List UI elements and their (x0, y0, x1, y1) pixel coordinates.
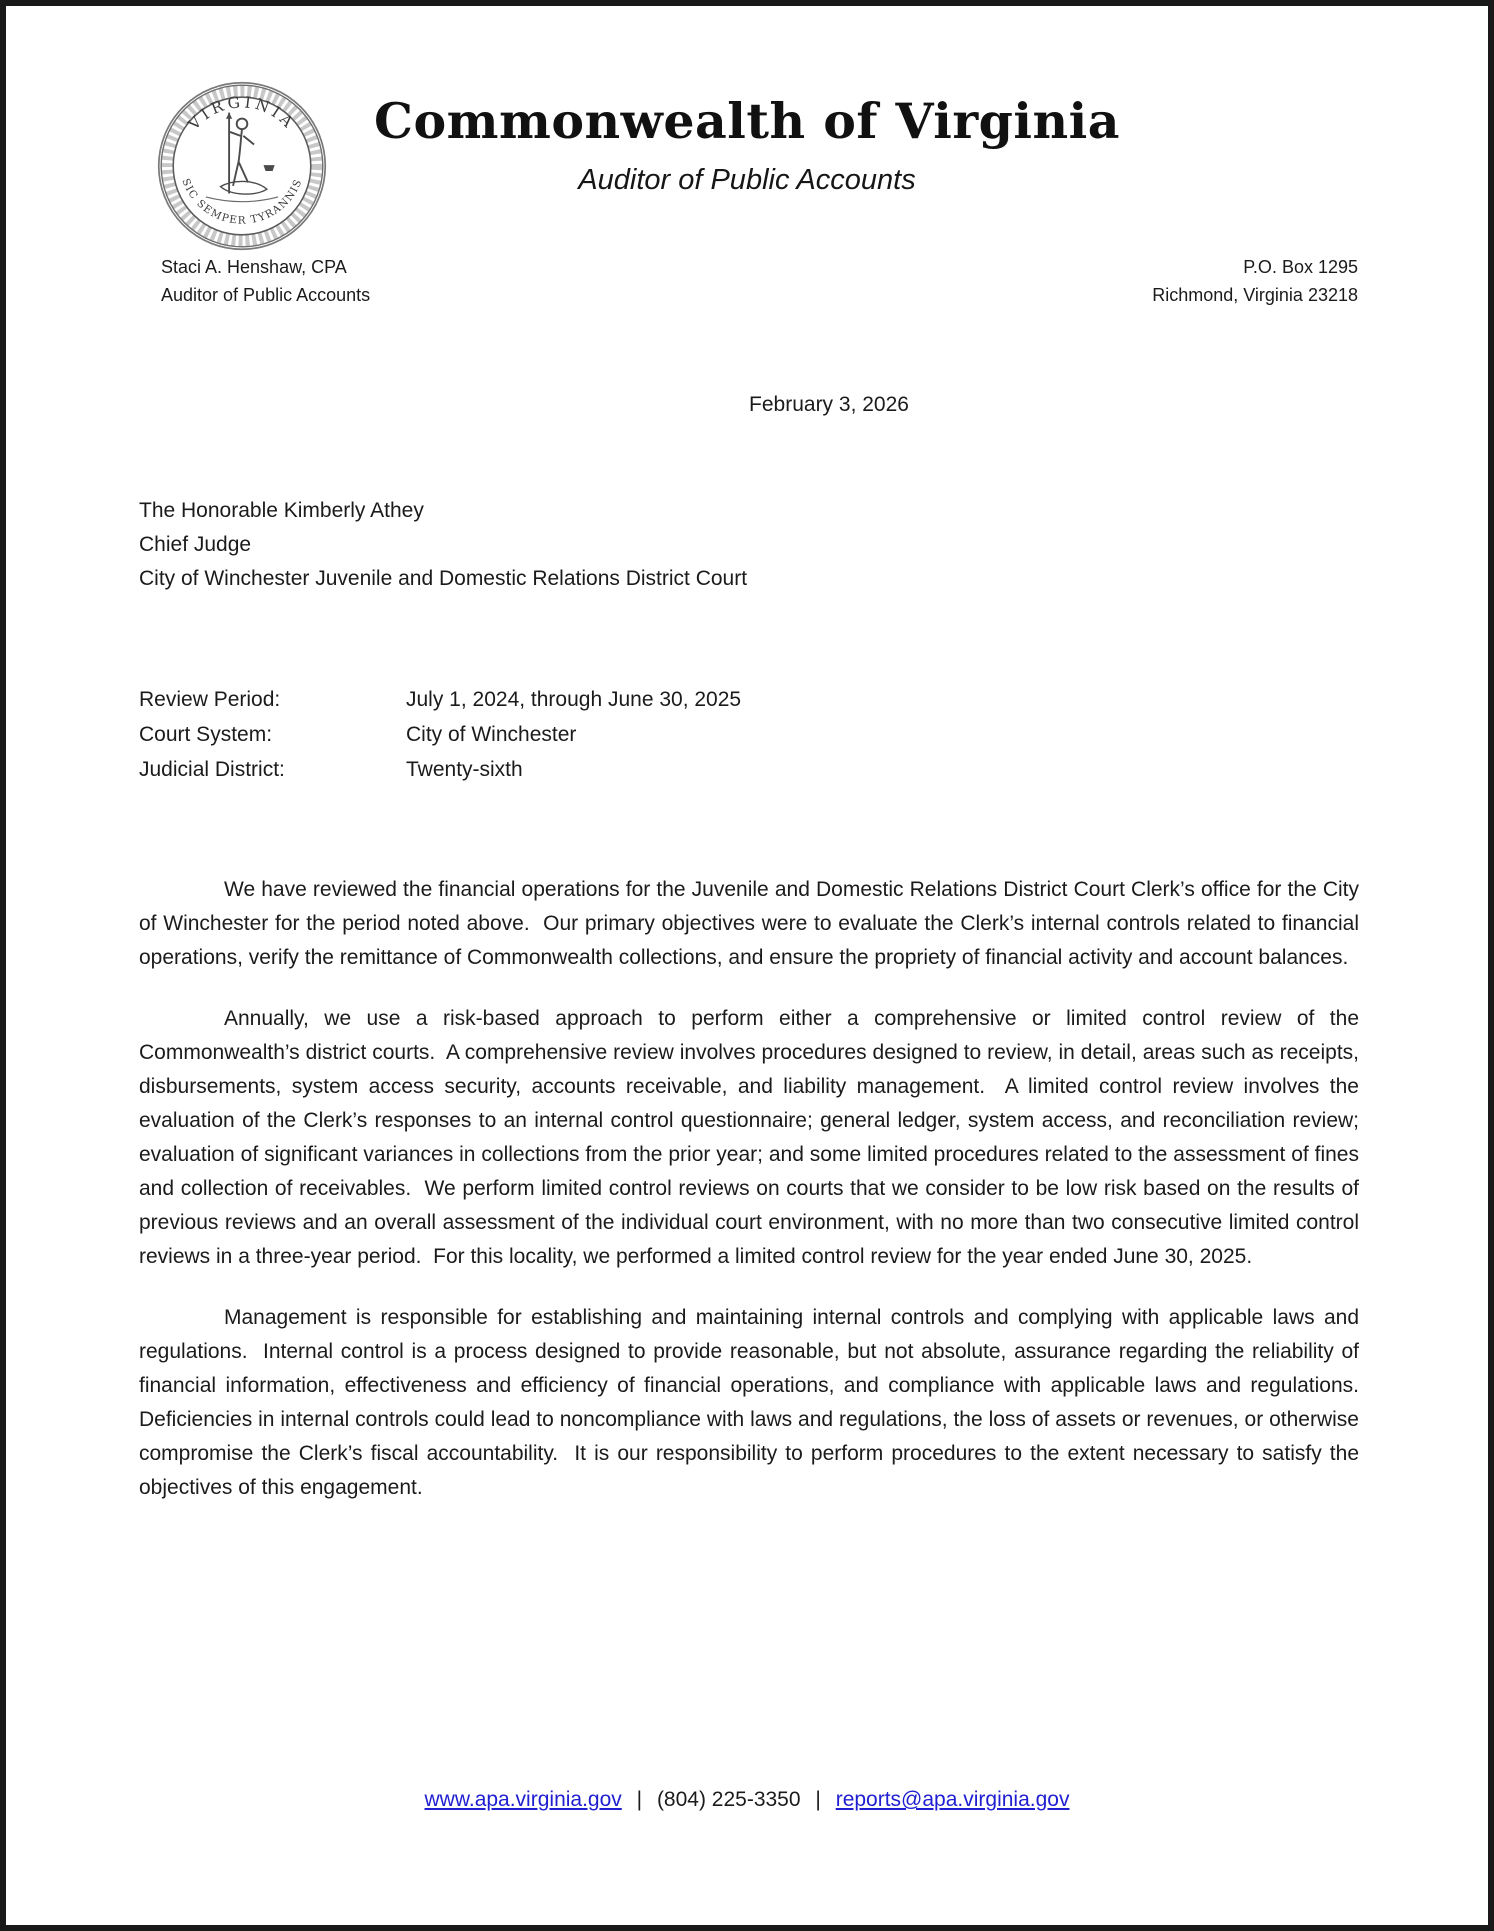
seal-motto-text: SIC SEMPER TYRANNIS (179, 176, 305, 227)
judicial-district-value: Twenty-sixth (406, 758, 523, 781)
address-line-1: P.O. Box 1295 (1243, 257, 1358, 277)
footer (6, 1788, 1488, 1812)
paragraph-approach: Annually, we use a risk-based approach to perform either a comprehensive or limited control review of the Commonwealth’s district courts. A comprehensive review involves procedures designed to review, in detail, areas such as receipts, disbursements, system access security, accounts receivable, and liability management. A limited control review involves the evaluation of the Clerk’s responses to an internal control questionnaire; general ledger, system access, and reconciliation review; evaluation of significant variances in collections from the prior year; and some limited procedures related to the assessment of fines and collection of receivables. We perform limited control reviews on courts that we consider to be low risk based on the results of previous reviews and an overall assessment of the individual court environment, with no more than two consecutive limited control reviews in a three-year period. For this locality, we performed a limited control review for the year ended June 30, 2025. (139, 1007, 1365, 1268)
virginia-state-seal-icon (156, 80, 328, 252)
seal-top-text: VIRGINIA (184, 93, 300, 134)
address-block (1152, 253, 1358, 309)
website-link[interactable]: www.apa.virginia.gov (424, 1788, 622, 1811)
recipient-name: The Honorable Kimberly Athey (139, 499, 424, 522)
review-info (139, 682, 1359, 787)
virtus-figure (206, 113, 278, 202)
letter-body (139, 873, 1371, 1505)
review-period-value: July 1, 2024, through June 30, 2025 (406, 688, 742, 711)
court-system-label: Court System: (139, 723, 273, 746)
email-link[interactable]: reports@apa.virginia.gov (835, 1788, 1070, 1811)
footer-separator: | (815, 1788, 821, 1811)
paragraph-objectives: We have reviewed the financial operations for the Juvenile and Domestic Relations District Court Clerk’s office for the City of Winchester for the period noted above. Our primary objectives were to evaluate the Clerk’s internal controls related to financial operations, verify the remittance of Commonwealth collections, and ensure the propriety of financial activity and account balances. (139, 878, 1365, 969)
official-name: Staci A. Henshaw, CPA (161, 257, 347, 277)
letter-date: February 3, 2026 (749, 393, 909, 416)
letterhead (6, 6, 1488, 316)
court-system-row (139, 717, 1359, 752)
address-line-2: Richmond, Virginia 23218 (1152, 285, 1358, 305)
official-block (161, 253, 370, 309)
paragraph-responsibility: Management is responsible for establishing and maintaining internal controls and complying with applicable laws and regulations. Internal control is a process designed to provide reasonable, but not absolute, assurance regarding the reliability of financial information, effectiveness and efficiency of financial operations, and compliance with applicable laws and regulations. Deficiencies in internal controls could lead to noncompliance with laws and regulations, the loss of assets or revenues, or otherwise compromise the Clerk’s fiscal accountability. It is our responsibility to perform procedures to the extent necessary to satisfy the objectives of this engagement. (139, 1306, 1371, 1499)
review-period-label: Review Period: (139, 688, 281, 711)
recipient-court: City of Winchester Juvenile and Domestic Relations District Court (139, 567, 748, 590)
phone-number: (804) 225-3350 (656, 1788, 801, 1811)
org-name: Commonwealth of Virginia (374, 92, 1120, 150)
division-name: Auditor of Public Accounts (578, 164, 916, 196)
review-period-row (139, 682, 1359, 717)
judicial-district-label: Judicial District: (139, 758, 285, 781)
recipient-title: Chief Judge (139, 533, 252, 556)
recipient-block (139, 494, 1359, 596)
footer-separator: | (636, 1788, 643, 1811)
court-system-value: City of Winchester (406, 723, 577, 746)
judicial-district-row (139, 752, 1359, 787)
official-title: Auditor of Public Accounts (161, 285, 371, 305)
